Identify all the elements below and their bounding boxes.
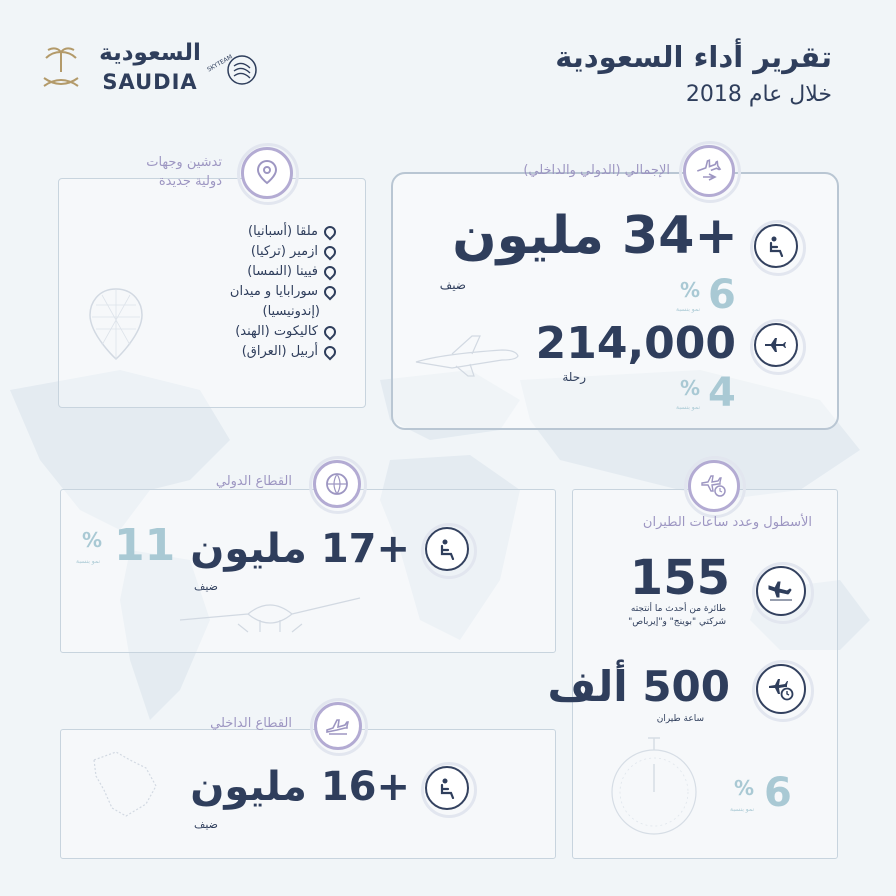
fleet-hours-value: 500 ألف <box>547 662 730 711</box>
saudi-map-illustration <box>86 746 162 822</box>
airplane-illustration <box>412 328 522 378</box>
total-flights-value: 214,000 <box>535 318 736 369</box>
total-flights-label: رحلة <box>562 370 586 384</box>
domestic-title: القطاع الداخلي <box>210 716 292 731</box>
globe-pin-illustration <box>86 285 146 363</box>
map-pin-icon <box>254 159 280 187</box>
international-growth-label: نمو بنسبة <box>76 558 101 565</box>
domestic-guests-label: ضيف <box>193 818 218 831</box>
total-guests-icon-badge <box>754 224 798 268</box>
total-guests-label: ضيف <box>439 278 466 292</box>
international-guests-label: ضيف <box>193 580 218 593</box>
destination-surabaya-medan: سورابايا و ميدان <box>146 284 336 304</box>
total-guests-growth <box>676 272 746 318</box>
domestic-guests-value: +16 مليون <box>190 764 410 810</box>
passenger-seat-icon <box>436 777 458 799</box>
fleet-hours-label: ساعة طيران <box>656 714 704 724</box>
fleet-growth-label: نمو بنسبة <box>730 806 755 813</box>
total-flights-growth <box>676 370 746 416</box>
saudia-logo <box>38 40 258 100</box>
international-title: القطاع الدولي <box>215 474 292 489</box>
international-guests-icon-badge <box>425 527 469 571</box>
fleet-aircraft-icon-badge <box>756 566 806 616</box>
plane-clock-icon <box>700 473 728 499</box>
international-growth-sign: % <box>82 528 103 552</box>
fleet-aircraft-desc-line1: طائرة من أحدث ما أنتجته <box>630 604 726 614</box>
destination-izmir: ازمير (تركيا) <box>146 244 336 264</box>
page-subtitle: خلال عام 2018 <box>685 82 832 107</box>
destinations-icon-badge <box>241 147 293 199</box>
passenger-seat-icon <box>765 235 787 257</box>
destination-calicut: كاليكوت (الهند) <box>146 324 336 344</box>
passenger-seat-icon <box>436 538 458 560</box>
fleet-growth-sign: % <box>734 776 755 800</box>
plane-clock-icon <box>767 676 795 702</box>
total-flights-growth-sign: % <box>680 376 701 400</box>
international-growth <box>76 520 176 574</box>
logo-latin: SAUDIA <box>102 70 198 94</box>
skyteam-label: SKYTEAM <box>206 53 234 74</box>
front-airplane-illustration <box>178 592 362 638</box>
destinations-title-line1: تدشين وجهات <box>146 155 222 170</box>
departing-plane-icon <box>325 716 351 736</box>
fleet-aircraft-value: 155 <box>629 550 730 606</box>
destination-erbil: أربيل (العراق) <box>146 344 336 364</box>
domestic-guests-icon-badge <box>425 766 469 810</box>
total-flights-growth-value: 4 <box>708 370 736 416</box>
skyteam-icon <box>226 54 258 86</box>
page-title: تقرير أداء السعودية <box>555 40 832 74</box>
fleet-icon-badge <box>688 460 740 512</box>
fleet-growth-value: 6 <box>764 770 792 816</box>
fleet-hours-icon-badge <box>756 664 806 714</box>
total-guests-growth-sign: % <box>680 278 701 302</box>
total-guests-value: +34 مليون <box>452 206 738 266</box>
fleet-title: الأسطول وعدد ساعات الطيران <box>642 515 812 530</box>
destinations-list <box>146 224 336 364</box>
total-icon-badge <box>683 145 735 197</box>
total-flights-icon-badge <box>754 323 798 367</box>
destination-malaga: ملقا (أسبانيا) <box>146 224 336 244</box>
destination-vienna: فيينا (النمسا) <box>146 264 336 284</box>
globe-plane-icon <box>324 471 350 497</box>
fleet-aircraft-desc-line2: شركتي "بوينج" و"إيرباص" <box>628 617 726 627</box>
landing-plane-icon <box>767 580 795 602</box>
international-growth-value: 11 <box>114 520 176 571</box>
stopwatch-illustration <box>604 730 704 840</box>
total-guests-growth-value: 6 <box>708 272 736 318</box>
international-guests-value: +17 مليون <box>190 526 410 572</box>
palm-swords-emblem-icon <box>38 44 84 94</box>
destination-indonesia: (إندونيسيا) <box>262 304 320 319</box>
airplane-icon <box>763 336 789 354</box>
destinations-title-line2: دولية جديدة <box>158 174 222 189</box>
total-flights-growth-label: نمو بنسبة <box>676 404 701 411</box>
domestic-icon-badge <box>314 702 362 750</box>
total-title: الإجمالي (الدولي والداخلي) <box>523 163 670 178</box>
logo-arabic: السعودية <box>99 40 201 66</box>
fleet-growth <box>730 770 800 820</box>
international-icon-badge <box>313 460 361 508</box>
departure-arrival-icon <box>695 157 723 185</box>
total-guests-growth-label: نمو بنسبة <box>676 306 701 313</box>
